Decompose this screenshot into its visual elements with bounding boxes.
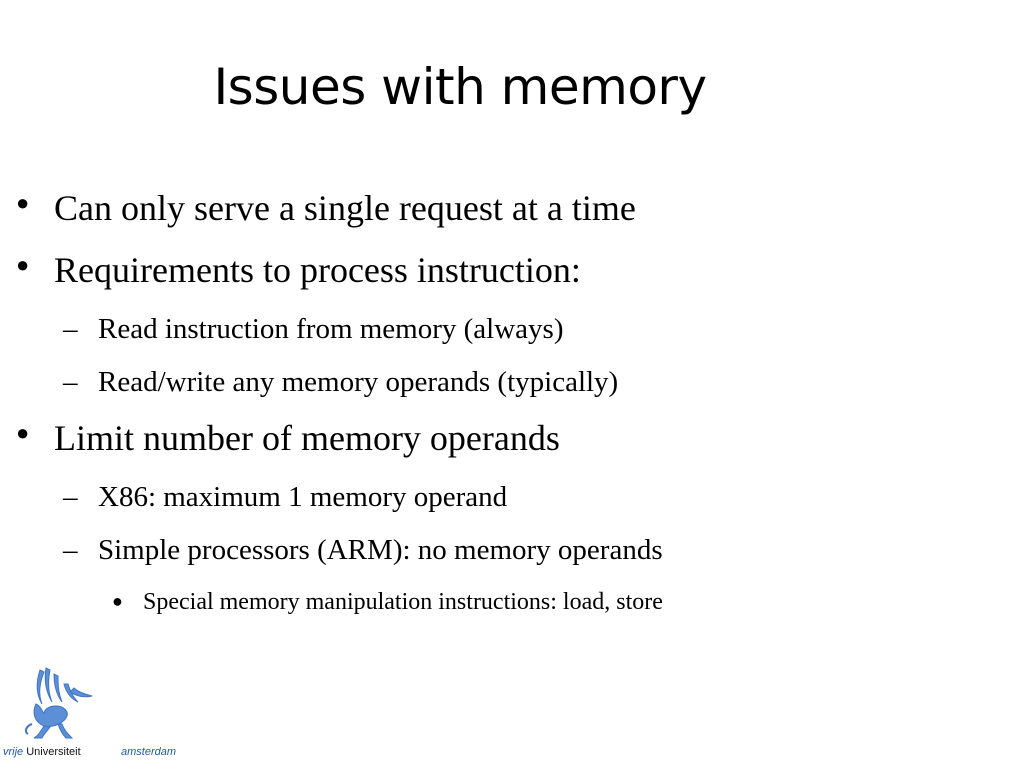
bullet-marker: ● bbox=[16, 420, 30, 445]
sub-sub-bullet-text: Special memory manipulation instructions: load, store bbox=[143, 589, 663, 615]
logo-wordmark bbox=[3, 746, 177, 758]
dash-marker: – bbox=[63, 481, 78, 513]
sub-bullet-text: X86: maximum 1 memory operand bbox=[98, 481, 508, 513]
logo-amsterdam: amsterdam bbox=[121, 746, 177, 758]
sub-bullet-text: Simple processors (ARM): no memory operands bbox=[98, 534, 663, 566]
logo-vrije: vrije bbox=[3, 746, 24, 758]
slide-title: Issues with memory bbox=[213, 58, 707, 116]
bullet-marker: ● bbox=[16, 190, 30, 215]
bullet-marker: ● bbox=[112, 591, 123, 611]
dash-marker: – bbox=[63, 313, 78, 345]
sub-bullet-text: Read instruction from memory (always) bbox=[98, 313, 564, 345]
logo-universiteit: Universiteit bbox=[26, 746, 81, 758]
dash-marker: – bbox=[63, 366, 78, 398]
sub-bullet-text: Read/write any memory operands (typically) bbox=[98, 366, 619, 398]
griffin-icon bbox=[18, 664, 98, 742]
bullet-text: Can only serve a single request at a time bbox=[54, 188, 636, 228]
bullet-text: Limit number of memory operands bbox=[54, 418, 560, 458]
university-logo bbox=[0, 660, 200, 767]
bullet-marker: ● bbox=[16, 252, 30, 277]
bullet-text: Requirements to process instruction: bbox=[54, 250, 581, 290]
dash-marker: – bbox=[63, 534, 78, 566]
